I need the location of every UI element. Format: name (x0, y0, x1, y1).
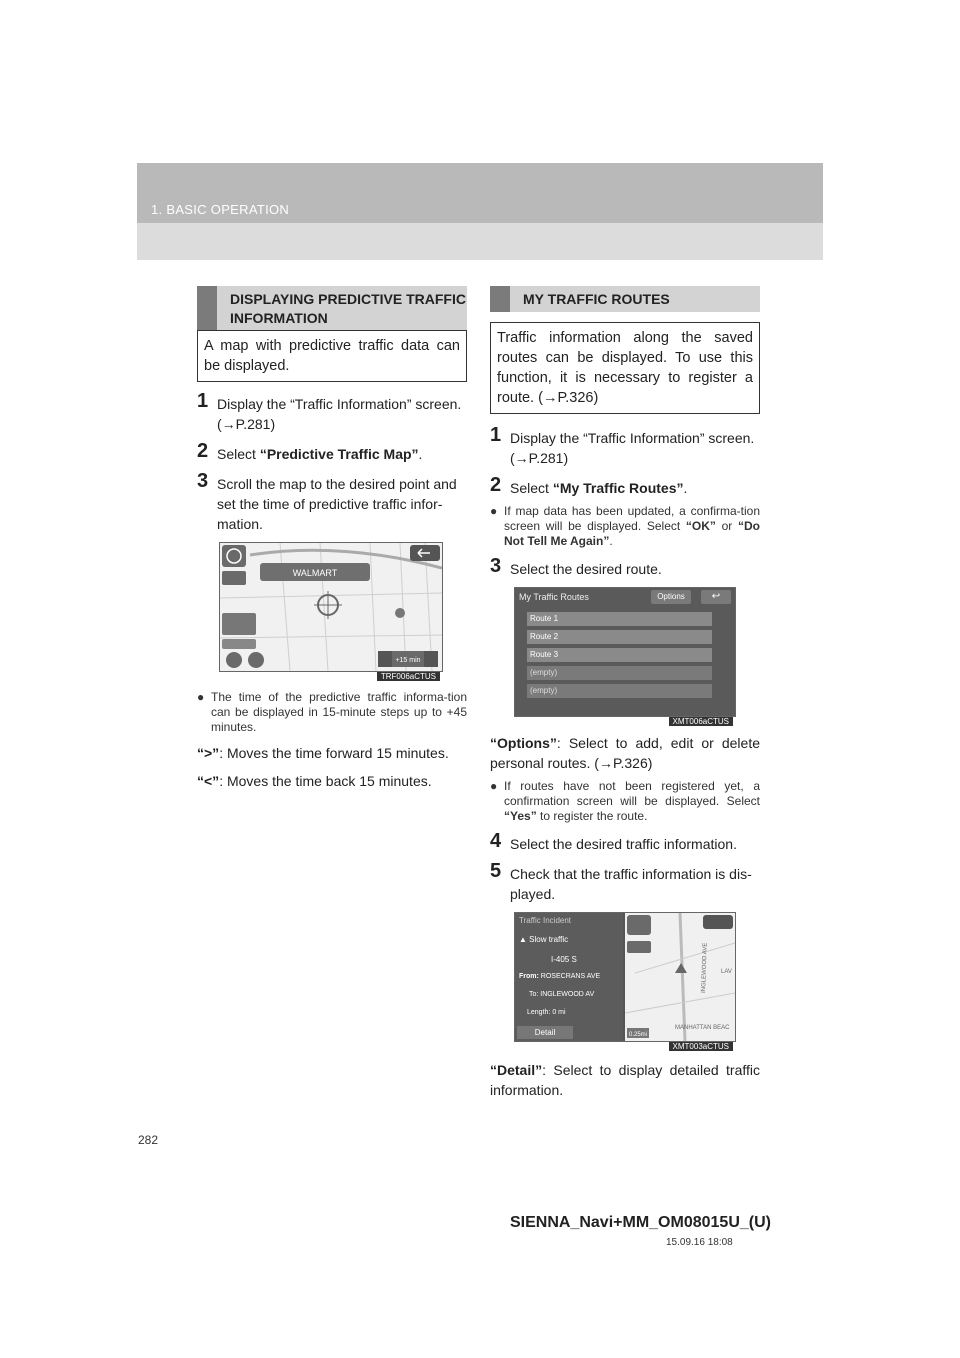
incident-title: Traffic Incident (519, 916, 572, 925)
right-column (490, 286, 760, 1100)
header-band (137, 163, 823, 260)
document-id: SIENNA_Navi+MM_OM08015U_(U) (510, 1214, 771, 1231)
right-step-4: 4 Select the desired traffic information. (490, 830, 737, 852)
right-step-5: 5 Check that the traffic information is dis-played. (490, 860, 752, 902)
right-bullet-1: ● If map data has been updated, a confirma-tion screen will be displayed. Select “OK” or “Do Not Tell Me Again”. (490, 504, 760, 548)
predictive-map-screenshot (219, 542, 443, 681)
gt-description: “>”: Moves the time forward 15 minutes. (197, 745, 449, 761)
map-scale: 0.25mi (629, 1032, 648, 1038)
left-bullet-1: ● The time of the predictive traffic informa-tion can be displayed in 15-minute steps up to +45 minutes. (197, 690, 467, 734)
zoom-out-icon (248, 652, 264, 668)
zoom-in-icon (226, 652, 242, 668)
right-section-title: MY TRAFFIC ROUTES (490, 286, 760, 312)
route-item[interactable]: Route 3 (527, 648, 712, 662)
detail-button[interactable]: Detail (517, 1026, 573, 1039)
lt-description: “<”: Moves the time back 15 minutes. (197, 773, 432, 789)
route-item[interactable]: (empty) (527, 666, 712, 680)
routes-screen-title: My Traffic Routes (519, 592, 589, 602)
traffic-incident-screenshot (514, 912, 736, 1051)
map-street: INGLEWOOD AVE (701, 942, 709, 994)
time-forward-icon (424, 651, 438, 667)
map-time-label: +15 min (395, 657, 421, 664)
incident-from: From: ROSECRANS AVE (519, 973, 601, 980)
time-back-icon (378, 651, 392, 667)
route-item[interactable]: (empty) (527, 684, 712, 698)
page-number: 282 (138, 1133, 159, 1147)
warning-icon: ▲ (519, 935, 530, 944)
left-column (197, 286, 467, 791)
detail-description: “Detail”: Select to display detailed traffic information. (490, 1062, 760, 1098)
map-place-2: LAV (721, 969, 732, 975)
right-bullet-2: ● If routes have not been registered yet, a confirmation screen will be displayed. Select “Yes” to register the route. (490, 779, 760, 823)
image-code: XMT006aCTUS (669, 717, 733, 726)
section-heading: 1. BASIC OPERATION (151, 202, 290, 217)
options-description: “Options”: Select to add, edit or delete personal routes. (→P.326) (490, 735, 760, 771)
document-date: 15.09.16 18:08 (666, 1237, 733, 1248)
traffic-icon (627, 941, 651, 953)
my-traffic-routes-screenshot (514, 587, 736, 726)
left-step-3: 3 Scroll the map to the desired point and set the time of predictive traffic infor-mation. (197, 470, 457, 532)
route-item[interactable]: Route 2 (527, 630, 712, 644)
back-icon (703, 915, 733, 929)
left-step-1: 1 Display the “Traffic Information” screen. (→P.281) (197, 390, 462, 432)
compass-icon (627, 915, 651, 935)
right-intro-box: Traffic information along the saved routes can be displayed. To use this function, it is necessary to register a route. (→P.326) (490, 322, 760, 414)
left-step-2: 2 Select “Predictive Traffic Map”. (197, 440, 423, 462)
route-item[interactable]: Route 1 (527, 612, 712, 626)
left-intro-box: A map with predictive traffic data can be displayed. (197, 330, 467, 382)
incident-to: To: INGLEWOOD AV (529, 991, 595, 998)
predictive-map (220, 543, 442, 671)
incident-map (625, 913, 735, 1041)
right-step-2: 2 Select “My Traffic Routes”. (490, 474, 688, 496)
map-walmart-label: WALMART (292, 568, 338, 578)
left-section-title: DISPLAYING PREDICTIVE TRAFFIC INFORMATION (197, 286, 467, 330)
right-step-1: 1 Display the “Traffic Information” screen. (→P.281) (490, 424, 755, 466)
back-icon[interactable]: ↩ (701, 590, 731, 604)
incident-type: ▲ Slow traffic (519, 935, 569, 944)
right-step-3: 3 Select the desired route. (490, 555, 662, 577)
incident-road: I-405 S (551, 955, 577, 964)
image-code: XMT003aCTUS (669, 1042, 733, 1051)
incident-length: Length: 0 mi (527, 1009, 566, 1016)
traffic-icon (222, 571, 246, 585)
options-button[interactable]: Options (651, 590, 691, 604)
image-code: TRF006aCTUS (377, 672, 440, 681)
map-place: MANHATTAN BEAC (675, 1025, 730, 1031)
